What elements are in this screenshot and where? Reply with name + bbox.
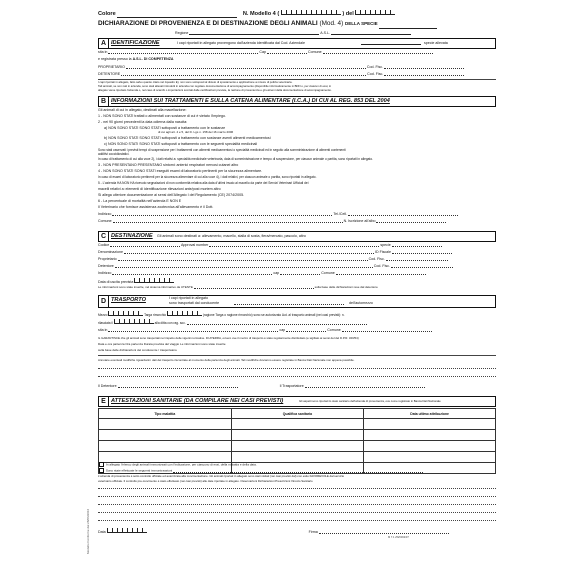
footer-code: M 7.1 ZN/0032/07 bbox=[388, 536, 409, 539]
sita-in-line bbox=[98, 50, 496, 54]
data-uscita-line bbox=[98, 278, 496, 284]
section-c-title: DESTINAZIONE bbox=[111, 233, 153, 239]
cap-d-field[interactable] bbox=[286, 328, 326, 332]
regione-field[interactable] bbox=[189, 31, 319, 35]
rilasciata-label: rilasciata il bbox=[98, 321, 113, 325]
info-c-label-2: sulla base delle dichiarazioni rese dal detentore bbox=[314, 285, 378, 289]
header-line bbox=[98, 10, 496, 18]
info-c-label: Le informazioni sono state inserite, nel sistema informativo da UTENTE bbox=[98, 285, 193, 289]
cap-d-label: cap bbox=[279, 328, 286, 332]
proprietario-cf-field[interactable] bbox=[384, 65, 464, 69]
section-d-after-1: I capi riportati in allegato bbox=[169, 296, 208, 300]
detentore-c-line bbox=[98, 264, 496, 268]
regione-label: Regione bbox=[175, 31, 189, 35]
section-b-line-5: In caso di trattamento di cui alla voce 2), i dati relativi a: specialità medicinale veterinaria, data di somministrazione e tempo di sospensione, per ciascun animale o partita, sono riportati in allegato. bbox=[98, 157, 373, 161]
section-b-c: c) NON SONO STATI SONO STATI sottoposti a trattamento con le seguenti specialità medicinali bbox=[104, 142, 258, 146]
detentore-d-signature[interactable] bbox=[118, 384, 238, 388]
vet-iscrizione-field[interactable] bbox=[376, 219, 446, 223]
indirizzo-c-line bbox=[98, 271, 496, 275]
proprietario-label: PROPRIETARIO bbox=[98, 65, 125, 69]
section-c-destination-options: Gli animali sono destinati a: allevamento, macello, stalla di sosta, fiera/mercato, pascolo, altro bbox=[157, 234, 306, 238]
form-sheet bbox=[98, 8, 496, 564]
sita-d-label: sita in bbox=[98, 328, 108, 332]
albo-field[interactable] bbox=[187, 321, 367, 325]
id-fiscale-label: ID Fiscale bbox=[374, 250, 391, 254]
detentore-cf-field[interactable] bbox=[384, 72, 464, 76]
table-header-tipo: Tipo malattia bbox=[99, 409, 232, 419]
section-b-a: a) NON SONO STATI SONO STATI sottoposti a trattamento con le sostanze bbox=[104, 126, 226, 130]
codice-field[interactable] bbox=[110, 243, 180, 247]
registrata-label: e registrata presso la bbox=[98, 57, 132, 61]
immunizzati-label: In allegato l'elenco degli animali immunizzati con l'indicazione, per ciascuno di essi, della malattia e della data. bbox=[105, 462, 257, 467]
divider bbox=[98, 504, 496, 505]
mezzo-line bbox=[98, 311, 496, 317]
section-a-header bbox=[98, 38, 496, 49]
vet-tel-field[interactable] bbox=[348, 212, 458, 216]
rilasciata-line bbox=[98, 319, 496, 325]
side-note bbox=[84, 440, 92, 560]
data-uscita-label: Data di uscita prevista bbox=[98, 280, 134, 284]
section-b-line-10: macelli relativi a: elementi di identificazione rilevazioni ante/post mortem altro bbox=[98, 187, 221, 191]
asl-label: A.S.L. bbox=[320, 31, 330, 35]
table-header-data: Data ultimo attribuzione bbox=[364, 409, 496, 419]
divider bbox=[98, 376, 496, 377]
table-row bbox=[99, 430, 496, 441]
specie-allevata-label: specie allevata bbox=[424, 41, 448, 45]
ragione-label: (ragione Targa o ragione rimorchio) bbox=[202, 313, 253, 317]
vet-indirizzo-field[interactable] bbox=[112, 212, 332, 216]
proprietario-c-cf-field[interactable] bbox=[386, 257, 448, 261]
detentore-label: DETENTORE bbox=[98, 72, 121, 76]
vet-address-line bbox=[98, 212, 496, 216]
cap-c-label: cap bbox=[273, 271, 280, 275]
section-b-line-7: 4 - NON SONO STATI SONO STATI eseguiti esami di laboratorio pertinenti per la sicurezza alimentare. bbox=[98, 169, 263, 173]
divider bbox=[98, 79, 496, 80]
section-b-line-6: 3 - NON PRESENTANO PRESENTANO sintomi: anterici respiratori nervosi cutanei altro bbox=[98, 163, 239, 167]
vet-indirizzo-label: Indirizzo bbox=[98, 212, 112, 216]
registrata-line bbox=[98, 57, 496, 61]
section-b-line-8: In caso di esami di laboratorio pertinenti per la sicurezza alimentare di cui alla voce 4), i dati relativi, per ciascun animale o partita, sono riportati in allegato. bbox=[98, 175, 317, 179]
proprietario-field[interactable] bbox=[126, 65, 366, 69]
immunizzati-checkbox[interactable] bbox=[99, 462, 104, 467]
comune-d-field[interactable] bbox=[342, 328, 432, 332]
immunizzati-line bbox=[98, 462, 496, 467]
del-date-boxes[interactable] bbox=[355, 10, 395, 18]
asl-competenza-label: A.S.L. DI COMPETENZA bbox=[132, 57, 174, 61]
garanzia-line: IL GARANTISCE che gli animali sono trasportati nel rispetto delle vigenti normative. DI ATERRA, ovvero ove il mezzo di trasporto è stato regolarmente disinfettato (e sigillato ai sensi del del D.P.R. 320/54) bbox=[98, 336, 359, 340]
regione-line bbox=[98, 31, 496, 35]
detentore-c-cf-field[interactable] bbox=[391, 264, 453, 268]
denominazione-line bbox=[98, 250, 496, 254]
detentore-cf-label: Cod. Fisc. bbox=[367, 72, 384, 76]
section-b-letter: B bbox=[99, 97, 109, 106]
section-a-title: IDENTIFICAZIONE bbox=[111, 40, 160, 46]
comune-label: Comune bbox=[307, 50, 322, 54]
section-b-line-9: 5 - L'azienda HA NON HA ricevuto segnalazioni di non conformità relativa alla data d'ultimi invaio al macello da parte dei Servizi Veterinari Ufficiali dei bbox=[98, 181, 309, 185]
indirizzo-c-label: Indirizzo bbox=[98, 271, 112, 275]
proprietario-c-cf-label: Cod. Fisc. bbox=[368, 257, 385, 261]
info-c-utente-field[interactable] bbox=[194, 285, 314, 289]
modifiche-line: Annotare eventuali modifiche riguardanti i dati del trasporto riscontrate al momento della partenza degli animali. Tali modifiche dovranno essere registrate in Banca Dati Nazionale non appena possibile. bbox=[98, 358, 355, 362]
section-a-note-2: Tali animali, se non nati in azienda, sono stati allevati introdotti in azienda con regolare documentazione di accompagnamento (disponibile informaticamente in BDN o, per ciascun di essi, in bbox=[98, 85, 332, 88]
section-b-line-2: 1 - NON SONO STATI trattati o alimentati con sostanze di cui è vietato l'impiego. bbox=[98, 114, 226, 118]
section-b-line-3: 2 - nei 90 giorni precedenti la data odierna dalla nascita: bbox=[98, 120, 188, 124]
data-e-label: Data bbox=[98, 530, 106, 534]
colore-field[interactable] bbox=[117, 14, 237, 18]
detentore-line bbox=[98, 72, 496, 76]
firme-d-line bbox=[98, 384, 496, 388]
data-firma-line bbox=[98, 528, 496, 534]
conducente-field[interactable] bbox=[234, 301, 344, 305]
section-e-header bbox=[98, 396, 496, 407]
table-row bbox=[99, 419, 496, 430]
targa-boxes[interactable] bbox=[167, 311, 202, 317]
detentore-c-field[interactable] bbox=[115, 264, 373, 268]
form-mod: (Mod. 4) bbox=[319, 20, 344, 27]
approval-field[interactable] bbox=[209, 243, 379, 247]
proprietario-line bbox=[98, 65, 496, 69]
vet-comune-label: Comune bbox=[98, 219, 112, 223]
vet-iscrizione-label: N. Iscrizione all'albo bbox=[343, 219, 376, 223]
modello-number-boxes[interactable] bbox=[281, 10, 341, 18]
immunizzazioni-field[interactable] bbox=[173, 469, 423, 473]
cod-aziendale-field[interactable] bbox=[361, 41, 421, 45]
sita-d-field[interactable] bbox=[108, 328, 278, 332]
cap-label: Cap bbox=[259, 50, 266, 54]
asl-field[interactable] bbox=[331, 31, 411, 35]
section-b-a2: di cui agli art. 4 e 5, del D. Lgs n. 158 del 16 marzo 2006 bbox=[158, 130, 234, 134]
trasportatore-d-label: Il Trasportatore bbox=[279, 384, 304, 388]
automezzo-label: dell'automezzo bbox=[349, 301, 373, 305]
denominazione-label: Denominazione bbox=[98, 250, 123, 254]
proprietario-c-field[interactable] bbox=[118, 257, 368, 261]
firma-field[interactable] bbox=[319, 530, 449, 534]
form-title: DICHIARAZIONE DI PROVENIENZA E DI DESTINAZIONE DEGLI ANIMALI bbox=[98, 20, 318, 27]
specie-c-label: specie bbox=[380, 243, 391, 247]
modello-label: N. Modello 4 ( bbox=[242, 11, 280, 17]
sita-in-field[interactable] bbox=[108, 50, 258, 54]
section-b-header bbox=[98, 96, 496, 107]
section-b-b: b) NON SONO STATI SONO STATI sottoposti a trattamento con sostanze aventi alimenti medicamentosi bbox=[104, 136, 271, 140]
section-a-note-3: allegato viene riportato l'azienda o, nel caso di scambi o importazioni scortati dalle certificazioni previste, la nazione di provenienza e gli estremi della documentazione di accompagnamento. bbox=[98, 89, 332, 92]
section-b-line-4: Sono stati osservati i previsti tempi di sospensione per i trattamenti con alimenti medicamentosi o specialità medicinali ed in seguito alla somministrazione di alimenti contenenti bbox=[98, 148, 346, 152]
conducente-info-line: sulla base delle dichiarazioni del conducente / trasportatore bbox=[98, 348, 177, 352]
data-e-boxes[interactable] bbox=[107, 528, 147, 534]
proprietario-cf-label: Cod. Fisc. bbox=[366, 65, 384, 69]
firma-label: Firma bbox=[308, 530, 318, 534]
detentore-c-label: Detentore bbox=[98, 264, 114, 268]
section-b-line-4b: additivi coccidiostatici. bbox=[98, 152, 130, 156]
section-d-header bbox=[98, 295, 496, 308]
divider bbox=[98, 355, 496, 356]
section-d-after-2: sono trasportati dal conducente bbox=[169, 301, 220, 305]
detentore-d-label: Il Detentore bbox=[98, 384, 117, 388]
approval-label: Approval number bbox=[181, 243, 209, 247]
trasportatore-d-signature[interactable] bbox=[305, 384, 425, 388]
autorizzazione-label: sono se autorizzato Aut. al trasporto animali (nei casi previsti): n. bbox=[253, 313, 345, 317]
del-label: ) del bbox=[342, 11, 354, 17]
specie-c-field[interactable] bbox=[392, 243, 442, 247]
comune-c-field[interactable] bbox=[336, 271, 426, 275]
sita-d-line bbox=[98, 328, 496, 332]
targa-label: Targa rimorchio bbox=[144, 313, 167, 317]
divider bbox=[98, 512, 496, 513]
cap-c-field[interactable] bbox=[280, 271, 320, 275]
section-b-line-11: Si allega ulteriore documentazione ai sensi dell'Allegato I del Regolamento (CE) 2074/2005. bbox=[98, 193, 245, 197]
section-b-line-12: 6 - La percentuale di mortalità nell'azienda E NON E bbox=[98, 199, 182, 203]
side-note-text: Modello Conforme dal 28/06/2016 bbox=[86, 508, 90, 554]
sita-in-label: sita in bbox=[98, 50, 108, 54]
section-d-title: TRASPORTO bbox=[111, 297, 146, 303]
immunizzazioni-checkbox[interactable] bbox=[99, 468, 104, 473]
mezzo-label: Mezzo bbox=[98, 313, 108, 317]
divider bbox=[98, 488, 496, 489]
title-line bbox=[98, 19, 496, 29]
divider bbox=[98, 496, 496, 497]
detentore-field[interactable] bbox=[121, 72, 366, 76]
albo-label: alla ditta con rag. soc. bbox=[154, 321, 186, 325]
immunizzazioni-label: Sono state effettuate le seguenti immunizzazioni bbox=[105, 468, 173, 473]
section-b-line-1: Gli animali di cui in allegato, destinati alla macellazione: bbox=[98, 108, 187, 112]
codice-label: Codice bbox=[98, 243, 110, 247]
section-b-line-13: Il Veterinario che fornisce assistenza zootecnica all'allevamento è il Dott. bbox=[98, 205, 214, 209]
specie-field[interactable] bbox=[379, 25, 437, 29]
cap-field[interactable] bbox=[267, 50, 307, 54]
section-e-title: ATTESTAZIONI SANITARIE (DA COMPILARE NEI CASI PREVISTI) bbox=[111, 398, 284, 404]
comune-d-label: Comune bbox=[327, 328, 341, 332]
immunizzazioni-line bbox=[98, 468, 496, 473]
data-uscita-boxes[interactable] bbox=[134, 278, 174, 284]
denominazione-field[interactable] bbox=[124, 250, 374, 254]
id-fiscale-field[interactable] bbox=[392, 250, 452, 254]
indirizzo-c-field[interactable] bbox=[112, 271, 272, 275]
controllo-line-1: L'azienda di provenienza è sotto controllo ufficiale ed autorizzata alla movimentazione. Gli animali riportati in allegato sono stati visitati (nei casi previsti dal) con esito FAVOREVOLE dal servizio bbox=[98, 474, 345, 478]
divider bbox=[98, 520, 496, 521]
section-a-intro: I capi riportati in allegato provengono dall'azienda identificata dal Cod. Aziendale bbox=[177, 41, 305, 45]
section-e-after: Gli aspetti sono riportati lo stato sanitario dell'azienda di provenienza, ove come registrato in Banca Dati Nazionale bbox=[299, 399, 441, 403]
proprietario-c-label: Proprietario bbox=[98, 257, 117, 261]
proprietario-c-line bbox=[98, 257, 496, 261]
section-a-letter: A bbox=[99, 39, 109, 48]
info-c-line bbox=[98, 285, 496, 289]
mezzo-boxes[interactable] bbox=[108, 311, 143, 317]
section-a-note-1: I capi riportati in allegato, fatto salvo quanto citato nel riquadro E), non sono sottoposti al divieto di spostamento e applicazione a misure di polizia veterinaria. bbox=[98, 81, 293, 84]
codice-line bbox=[98, 243, 496, 247]
table-row bbox=[99, 452, 496, 463]
detentore-c-cf-label: Cod. Fisc. bbox=[373, 264, 390, 268]
section-d-letter: D bbox=[99, 296, 109, 307]
rilasciata-boxes[interactable] bbox=[114, 319, 154, 325]
section-b-title: INFORMAZIONI SUI TRATTAMENTI E SULLA CATENA ALIMENTARE (I.C.A.) DI CUI AL REG. 853 DEL 2004 bbox=[111, 98, 390, 104]
comune-field[interactable] bbox=[323, 50, 433, 54]
section-c-letter: C bbox=[99, 232, 109, 241]
table-row bbox=[99, 441, 496, 452]
controllo-line-2: veterinario ufficiale. Il controllo pre-movimento è stato effettuato (nei casi previsti) alle date riportate in allegato. Osservazioni Dichiarazioni Prescrizioni Vincolo Sanitario bbox=[98, 479, 313, 483]
vet-tel-label: Tel./Cell. bbox=[333, 212, 348, 216]
partenza-line: Data e ora partenza Ora partenza Durata prevista del viaggio Le informazioni sono state inserite bbox=[98, 342, 226, 346]
section-e-letter: E bbox=[99, 397, 109, 406]
comune-c-label: Comune bbox=[321, 271, 335, 275]
table-header-qualifica: Qualifica sanitaria bbox=[231, 409, 364, 419]
della-specie-label: DELLA SPECIE bbox=[345, 21, 378, 26]
colore-label: Colore bbox=[98, 11, 116, 17]
vet-comune-line bbox=[98, 219, 496, 223]
vet-comune-field[interactable] bbox=[113, 219, 343, 223]
divider bbox=[98, 368, 496, 369]
section-c-header bbox=[98, 231, 496, 242]
